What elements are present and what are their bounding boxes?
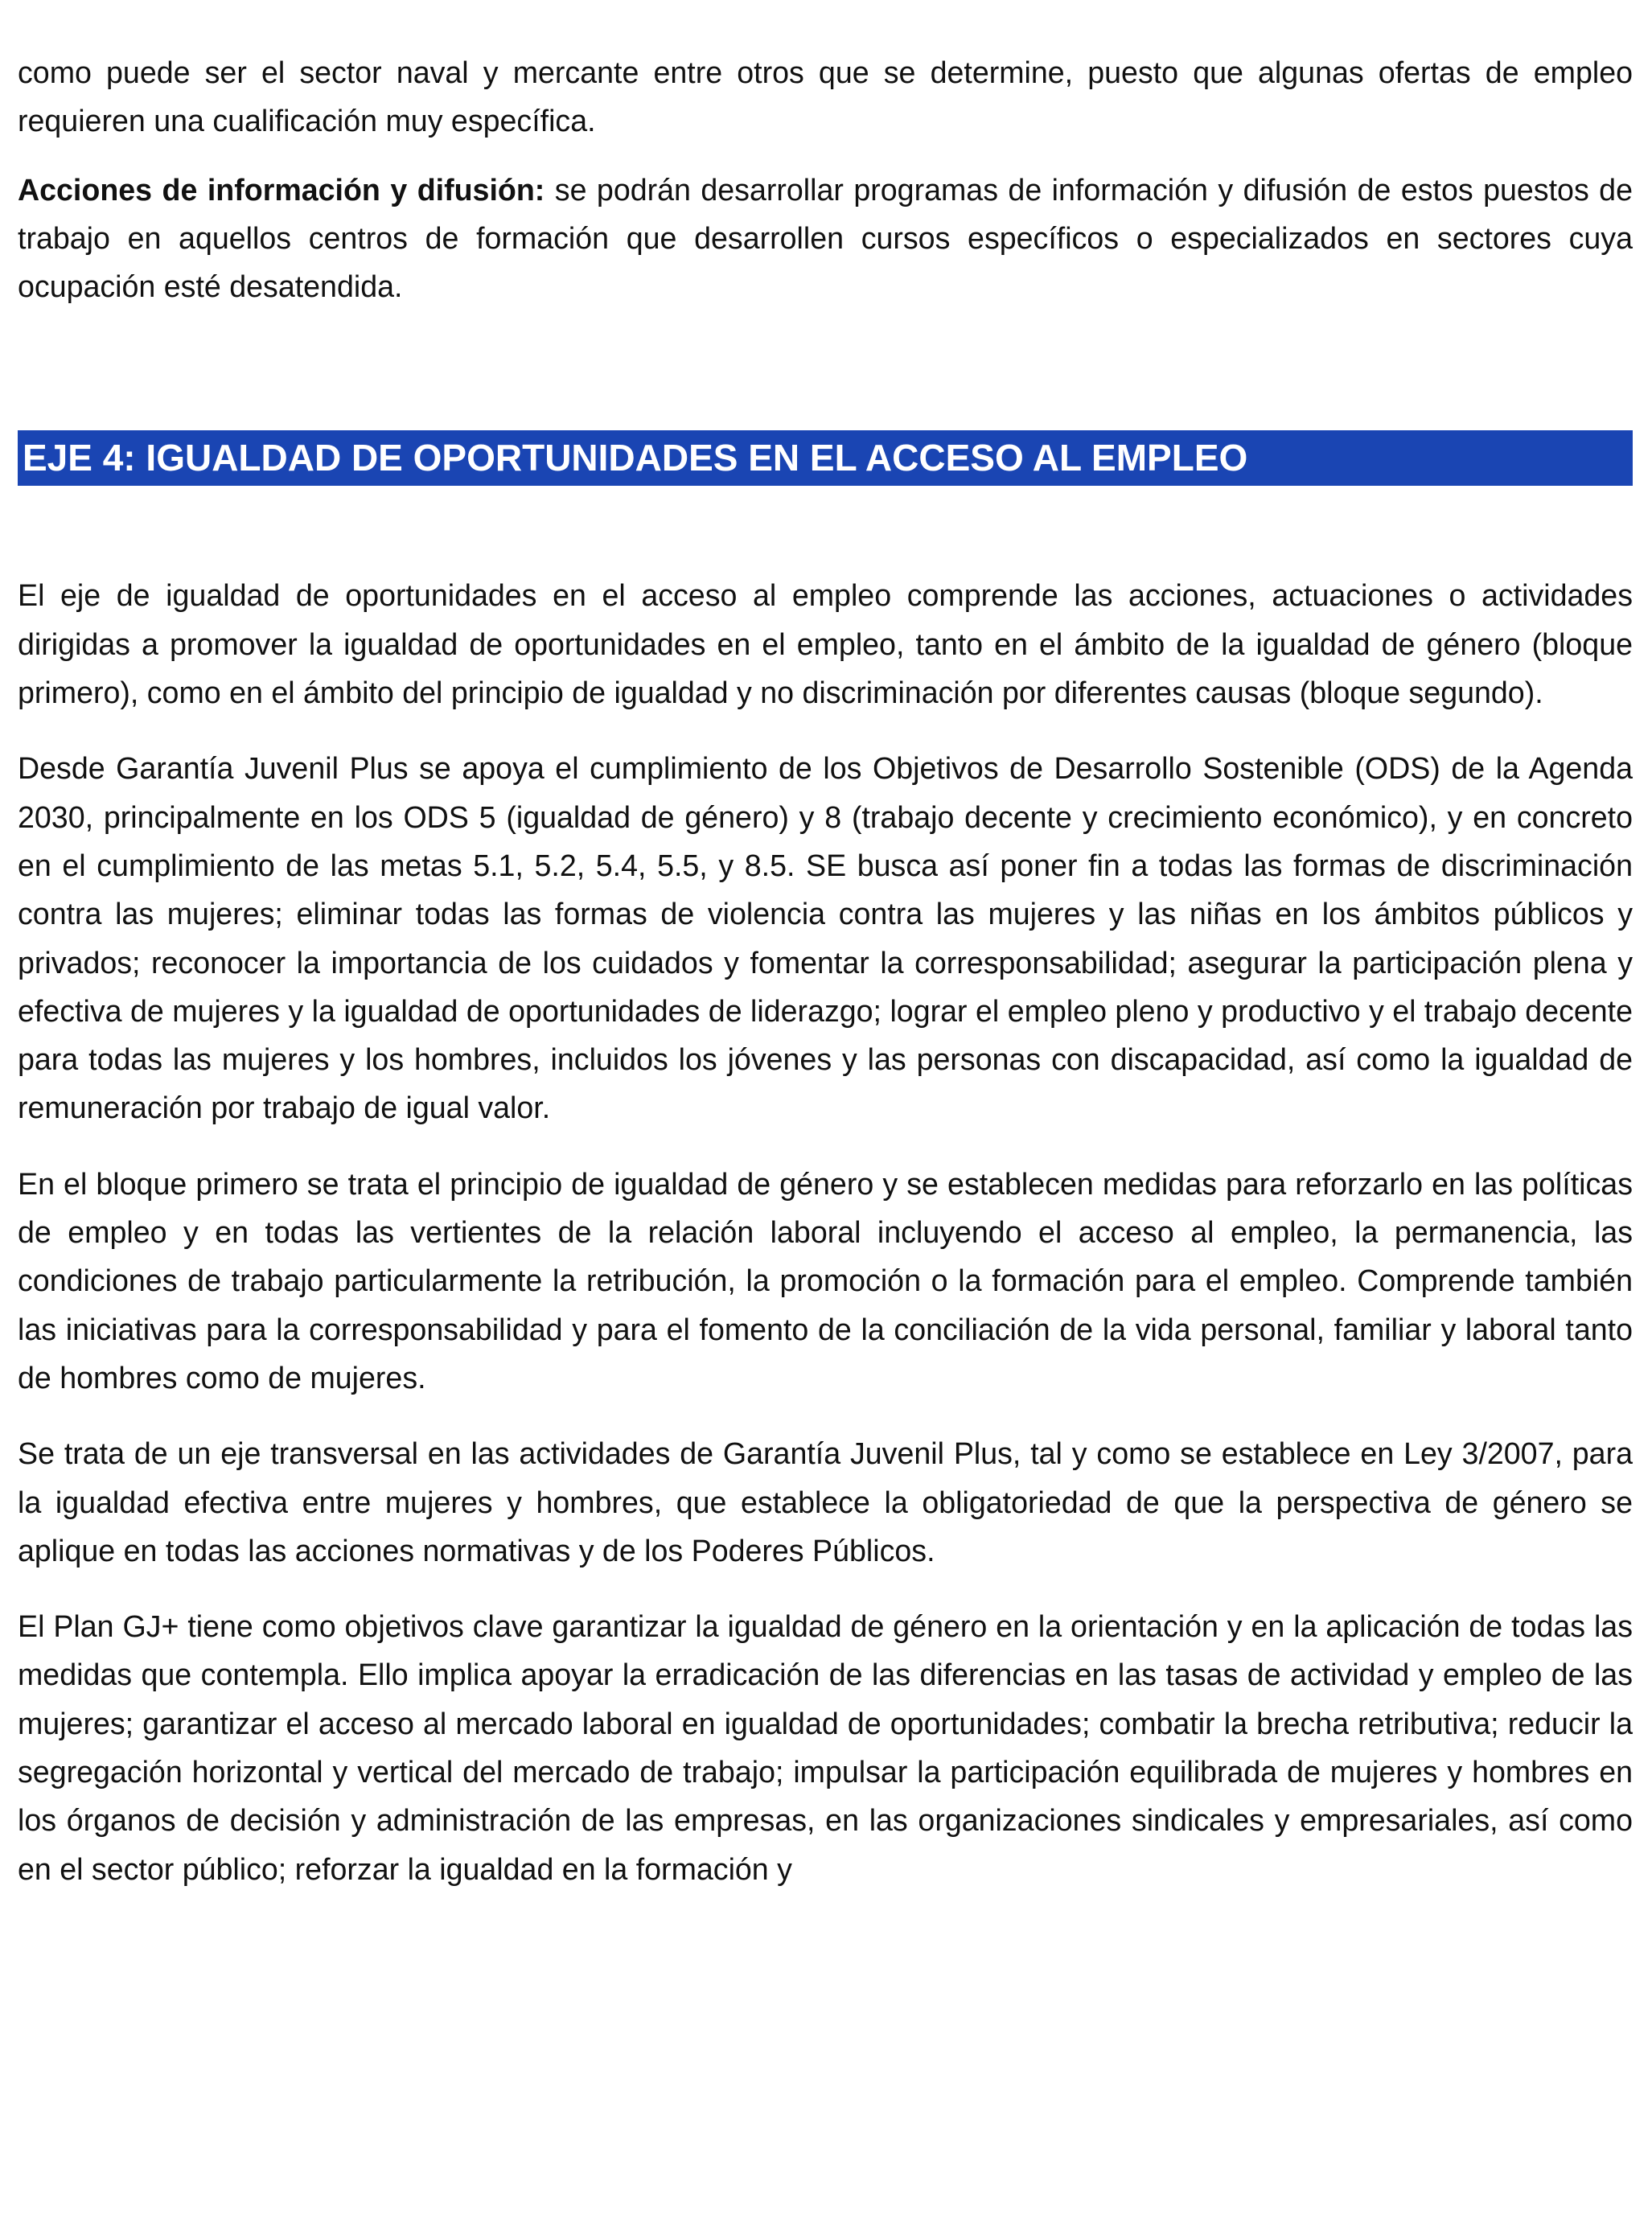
acciones-text: se podrán desarrollar programas de información y difusión de estos puestos de trabajo en aquellos centros de formación que desarrollen cursos específicos o especializados en sectores cuya ocupación esté desatendida. xyxy=(18,172,1633,304)
paragraph-bloque-primero: En el bloque primero se trata el principio de igualdad de género y se establecen medidas para reforzarlo en las políticas de empleo y en todas las vertientes de la relación laboral incluyendo el acceso al empleo, la permanencia, las condiciones de trabajo particularmente la retribución, la promoción o la formación para el empleo. Comprende también las iniciativas para la corresponsabilidad y para el fomento de la conciliación de la vida personal, familiar y laboral tanto de hombres como de mujeres. xyxy=(18,1166,1633,1395)
acciones-label: Acciones de información y difusión: xyxy=(18,172,545,207)
paragraph-ods: Desde Garantía Juvenil Plus se apoya el cumplimiento de los Objetivos de Desarrollo Sostenible (ODS) de la Agenda 2030, principalmente en los ODS 5 (igualdad de género) y 8 (trabajo decente y crecimiento económico), y en concreto en el cumplimiento de las metas 5.1, 5.2, 5.4, 5.5, y 8.5. SE busca así poner fin a todas las formas de discriminación contra las mujeres; eliminar todas las formas de violencia contra las mujeres y las niñas en los ámbitos públicos y privados; reconocer la importancia de los cuidados y fomentar la corresponsabilidad; asegurar la participación plena y efectiva de mujeres y la igualdad de oportunidades de liderazgo; lograr el empleo pleno y productivo y el trabajo decente para todas las mujeres y los hombres, incluidos los jóvenes y las personas con discapacidad, así como la igualdad de remuneración por trabajo de igual valor. xyxy=(18,751,1633,1125)
paragraph-plan-gj: El Plan GJ+ tiene como objetivos clave garantizar la igualdad de género en la orientación y en la aplicación de todas las medidas que contempla. Ello implica apoyar la erradicación de las diferencias en las tasas de actividad y empleo de las mujeres; garantizar el acceso al mercado laboral en igualdad de oportunidades; combatir la brecha retributiva; reducir la segregación horizontal y vertical del mercado de trabajo; impulsar la participación equilibrada de mujeres y hombres en los órganos de decisión y administración de las empresas, en las organizaciones sindicales y empresariales, así como en el sector público; reforzar la igualdad en la formación y xyxy=(18,1609,1633,1886)
document-page xyxy=(18,48,1633,1893)
paragraph-eje-transversal: Se trata de un eje transversal en las actividades de Garantía Juvenil Plus, tal y como se establece en Ley 3/2007, para la igualdad efectiva entre mujeres y hombres, que establece la obligatoriedad de que la perspectiva de género se aplique en todas las acciones normativas y de los Poderes Públicos. xyxy=(18,1436,1633,1568)
paragraph-eje-intro: El eje de igualdad de oportunidades en el acceso al empleo comprende las acciones, actuaciones o actividades dirigidas a promover la igualdad de oportunidades en el empleo, tanto en el ámbito de la igualdad de género (bloque primero), como en el ámbito del principio de igualdad y no discriminación por diferentes causas (bloque segundo). xyxy=(18,578,1633,710)
paragraph-acciones-informacion xyxy=(18,166,1633,311)
paragraph-intro-continuation: como puede ser el sector naval y mercante entre otros que se determine, puesto que algunas ofertas de empleo requieren una cualificación muy específica. xyxy=(18,55,1633,138)
section-heading-eje-4: EJE 4: IGUALDAD DE OPORTUNIDADES EN EL ACCESO AL EMPLEO xyxy=(18,430,1633,486)
